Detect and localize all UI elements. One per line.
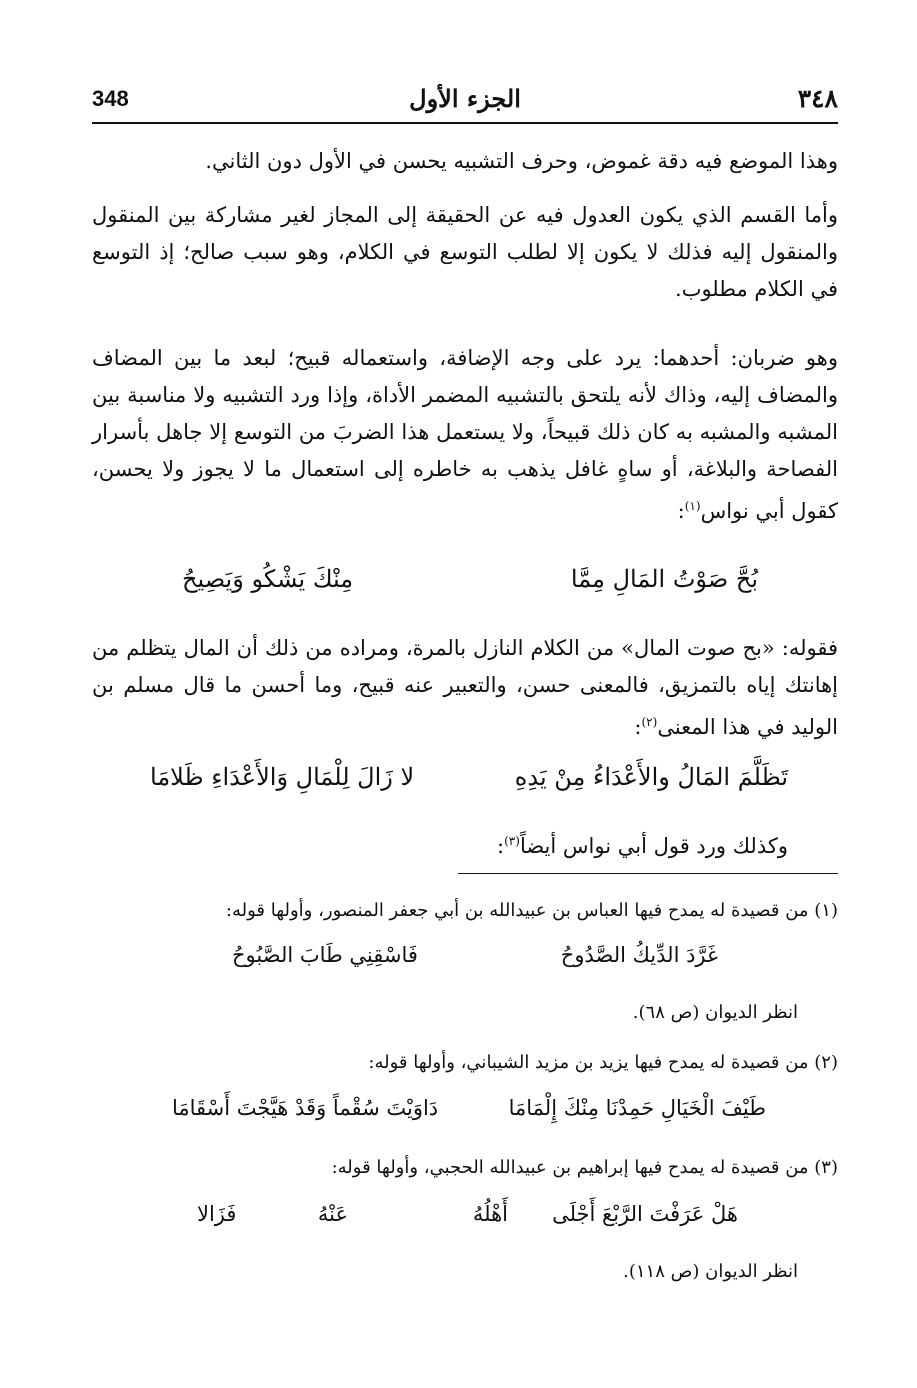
page-number-latin: 348 bbox=[92, 86, 129, 111]
paragraph-4-text: فقوله: «بح صوت المال» من الكلام النازل بالمرة، ومراده من ذلك أن المال يتظلم من إهانتك إياه بالتمزيق، فالمعنى حسن، والتعبير عنه قبيح، وما أحسن ما قال مسلم بن الوليد في هذا المعنى bbox=[92, 636, 838, 739]
footnote-ref-1: (١) bbox=[684, 499, 701, 513]
footnote-2: (٢) من قصيدة له يمدح فيها يزيد بن مزيد الشيباني، وأولها قوله: bbox=[368, 1052, 838, 1073]
footnote-3-verse-part-4: فَزَالا bbox=[197, 1202, 237, 1226]
paragraph-4-colon: : bbox=[634, 715, 642, 739]
footnote-3-verse bbox=[92, 1202, 838, 1242]
footnote-ref-2: (٢) bbox=[641, 715, 658, 729]
footnote-ref-3: (٣) bbox=[504, 834, 520, 848]
footnote-3-verse-part-2: أَهْلُهُ bbox=[472, 1202, 508, 1226]
footnote-3: (٣) من قصيدة له يمدح فيها إبراهيم بن عبيدالله الحجبي، وأولها قوله: bbox=[331, 1157, 838, 1178]
paragraph-5-text: وكذلك ورد قول أبي نواس أيضاً bbox=[519, 834, 788, 858]
footnote-3-verse-part-3: عَنْهُ bbox=[317, 1202, 348, 1226]
paragraph-5 bbox=[92, 823, 838, 865]
footnote-1-verse-second: فَاسْقِنِي طَابَ الصَّبُوحُ bbox=[232, 943, 418, 967]
footnote-separator bbox=[458, 873, 838, 874]
footnote-2-verse-second: دَاوَيْتَ سُقْماً وَقَدْ هَيَّجْتَ أَسْقَامَا bbox=[172, 1096, 439, 1120]
footnote-2-verse bbox=[92, 1096, 838, 1136]
verse-1 bbox=[92, 565, 838, 609]
footnote-1-source: انظر الديوان (ص ٦٨). bbox=[632, 1002, 798, 1023]
paragraph-3-colon: : bbox=[677, 499, 685, 523]
paragraph-5-colon: : bbox=[497, 834, 505, 858]
paragraph-4 bbox=[92, 630, 838, 746]
paragraph-3-text: وهو ضربان: أحدهما: يرد على وجه الإضافة، واستعماله قبيح؛ لبعد ما بين المضاف والمضاف إليه، وذاك لأنه يلتحق بالتشبيه المضمر الأداة، وإذا ورد التشبيه ولا مناسبة بين المشبه والمشبه به كان ذلك قبيحاً، ولا يستعمل هذا الضربَ من التوسع إلا جاهل بأسرار الفصاحة والبلاغة، أو ساهٍ غافل يذهب به خاطره إلى استعمال ما لا يجوز ولا يحسن، كقول أبي نواس bbox=[92, 346, 838, 523]
verse-1-first-hemistich: بُحَّ صَوْتُ المَالِ مِمَّا bbox=[570, 565, 758, 593]
verse-2 bbox=[92, 763, 838, 807]
footnote-3-verse-part-1: هَلْ عَرَفْتَ الرَّبْعَ أَجْلَى bbox=[552, 1202, 738, 1226]
footnote-1-verse bbox=[92, 943, 838, 983]
verse-2-first-hemistich: تَظَلَّمَ المَالُ والأَعْدَاءُ مِنْ يَدِهِ bbox=[514, 763, 788, 791]
paragraph-2: وأما القسم الذي يكون العدول فيه عن الحقيقة إلى المجاز لغير مشاركة بين المنقول والمنقول إليه فذلك لا يكون إلا لطلب التوسع في الكلام، وهو سبب صالح؛ إذ التوسع في الكلام مطلوب. bbox=[92, 203, 838, 301]
footnote-2-verse-first: طَيْفَ الْخَيَالِ حَمِدْنَا مِنْكَ إِلْمَامَا bbox=[508, 1096, 766, 1120]
verse-1-second-hemistich: مِنْكَ يَشْكُو وَيَصِيحُ bbox=[182, 565, 354, 593]
verse-2-second-hemistich: لا زَالَ لِلْمَالِ وَالأَعْدَاءِ ظَلامَا bbox=[150, 763, 415, 791]
page-header bbox=[92, 82, 838, 124]
paragraph-3 bbox=[92, 340, 838, 530]
paragraph-1: وهذا الموضع فيه دقة غموض، وحرف التشبيه يحسن في الأول دون الثاني. bbox=[205, 149, 838, 173]
page-number-arabic: ٣٤٨ bbox=[797, 84, 838, 113]
footnote-3-source: انظر الديوان (ص ١١٨). bbox=[623, 1261, 798, 1282]
page-title: الجزء الأول bbox=[409, 84, 521, 113]
footnote-1-verse-first: غَرَّدَ الدِّيكُ الصَّدُوحُ bbox=[560, 943, 718, 967]
footnote-1: (١) من قصيدة له يمدح فيها العباس بن عبيدالله بن أبي جعفر المنصور، وأولها قوله: bbox=[225, 900, 838, 921]
